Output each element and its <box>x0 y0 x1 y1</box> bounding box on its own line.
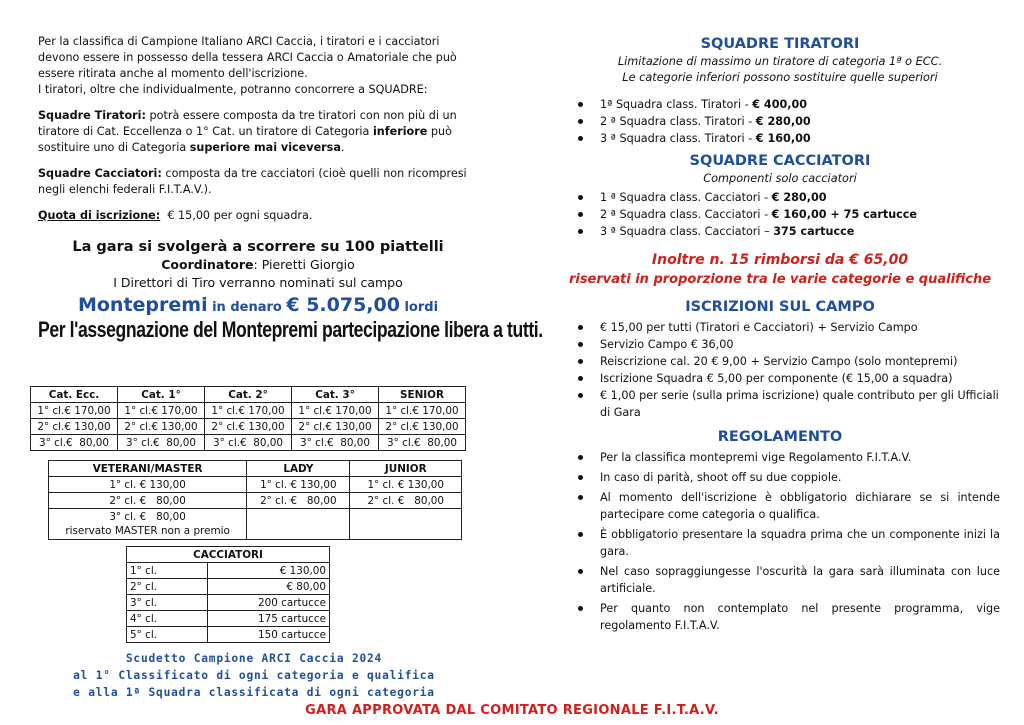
squadre-tiratori-paragraph <box>38 108 478 156</box>
list-item: € 15,00 per tutti (Tiratori e Cacciatori) + Servizio Campo <box>600 319 1000 336</box>
montepremi-end: lordi <box>399 300 439 315</box>
left-column <box>38 34 543 343</box>
montepremi-mid: in denaro <box>207 300 287 315</box>
header-cell: SENIOR <box>379 387 466 403</box>
header-cell: Cat. 1° <box>118 387 205 403</box>
table-row <box>127 579 330 595</box>
table-row <box>31 419 466 435</box>
table-cell: 3° cl.€ 80,00 <box>292 435 379 451</box>
scudetto-line: al 1° Classificato di ogni categoria e qualifica <box>73 669 435 682</box>
coordinatore-value: : Pieretti Giorgio <box>253 257 355 272</box>
list-item <box>600 130 1000 147</box>
list-item-amount: € 400,00 <box>752 98 808 111</box>
list-item: Nel caso sopraggiungesse l'oscurità la gara sarà illuminata con luce artificiale. <box>600 565 1000 595</box>
list-item: Reiscrizione cal. 20 € 9,00 + Servizio Campo (solo montepremi) <box>600 353 1000 370</box>
table-cell: 2° cl.€ 130,00 <box>292 419 379 435</box>
table-cell: 1° cl.€ 170,00 <box>31 403 118 419</box>
table-cell: 1° cl. € 130,00 <box>49 477 247 493</box>
table-cell: 150 cartucce <box>208 627 330 643</box>
montepremi-word: Montepremi <box>77 294 208 316</box>
squadre-tiratori-title: SQUADRE TIRATORI <box>700 36 860 52</box>
list-item-text: 3 ª Squadra class. Cacciatori – <box>600 225 774 238</box>
veterani-3-cl: 3° cl. € 80,00 <box>109 511 186 523</box>
list-item <box>600 206 1000 223</box>
table-row <box>127 627 330 643</box>
squadre-tiratori-text-3: . <box>340 141 345 154</box>
table-cell: 3° cl. <box>127 595 208 611</box>
categorie-header-row <box>31 387 466 403</box>
rimborsi-sub: riservati in proporzione tra le varie categorie e qualifiche <box>568 272 992 287</box>
right-column <box>560 34 1000 634</box>
squadre-cacciatori-list <box>560 189 1000 240</box>
header-cell: CACCIATORI <box>127 547 330 563</box>
list-item: Servizio Campo € 36,00 <box>600 336 1000 353</box>
table-cell: 5° cl. <box>127 627 208 643</box>
list-item-amount: € 160,00 <box>755 132 811 145</box>
list-item-text: 3 ª Squadra class. Tiratori - <box>600 132 756 145</box>
list-item: In caso di parità, shoot off su due coppiole. <box>600 469 1000 486</box>
table-row <box>49 493 462 509</box>
table-cell: 175 cartucce <box>208 611 330 627</box>
table-cell: 2° cl. € 80,00 <box>350 493 462 509</box>
header-cell: JUNIOR <box>350 461 462 477</box>
list-item-text: 2 ª Squadra class. Tiratori - <box>600 115 756 128</box>
squadre-cacciatori-label: Squadre Cacciatori: <box>38 167 162 180</box>
list-item-text: 1 ª Squadra class. Cacciatori - <box>600 191 772 204</box>
table-cell: 3° cl.€ 80,00 <box>379 435 466 451</box>
list-item-amount: € 280,00 <box>771 191 827 204</box>
intro-paragraph: Per la classifica di Campione Italiano ARCI Caccia, i tiratori e i cacciatori devono essere in possesso della tessera ARCI Caccia o Amatoriale che può essere ritirata anche al momento dell'iscrizione. <box>38 35 457 80</box>
table-cell: 3° cl.€ 80,00 <box>31 435 118 451</box>
regolamento-list <box>560 449 1000 634</box>
categorie-table <box>30 386 466 451</box>
header-cell: LADY <box>247 461 350 477</box>
intro-squadre: I tiratori, oltre che individualmente, potranno concorrere a SQUADRE: <box>38 83 428 96</box>
squadre-cacciatori-paragraph <box>38 166 478 198</box>
squadre-tiratori-sub-1: Limitazione di massimo un tiratore di categoria 1ª o ECC. <box>617 55 943 68</box>
table-row <box>49 509 462 540</box>
list-item: Per la classifica montepremi vige Regolamento F.I.T.A.V. <box>600 449 1000 466</box>
quota-label: Quota di iscrizione: <box>38 209 161 222</box>
rimborsi-heading: Inoltre n. 15 rimborsi da € 65,00 <box>651 252 909 268</box>
header-cell: Cat. Ecc. <box>31 387 118 403</box>
table-cell: 200 cartucce <box>208 595 330 611</box>
iscrizioni-title: ISCRIZIONI SUL CAMPO <box>685 299 875 315</box>
table-cell: 3° cl.€ 80,00 <box>118 435 205 451</box>
scudetto-line: e alla 1ª Squadra classificata di ogni categoria <box>73 686 435 699</box>
assegnazione-heading: Per l'assegnazione del Montepremi partecipazione libera a tutti. <box>38 317 543 342</box>
list-item-text: 2 ª Squadra class. Cacciatori - <box>600 208 772 221</box>
header-cell: Cat. 3° <box>292 387 379 403</box>
table-cell: 1° cl.€ 170,00 <box>292 403 379 419</box>
list-item: Iscrizione Squadra € 5,00 per componente (€ 15,00 a squadra) <box>600 370 1000 387</box>
table-row <box>31 403 466 419</box>
table-cell: 1° cl. € 130,00 <box>350 477 462 493</box>
list-item-amount: € 280,00 <box>755 115 811 128</box>
header-cell: Cat. 2° <box>205 387 292 403</box>
iscrizioni-list <box>560 319 1000 421</box>
veterani-lady-junior-table <box>48 460 462 540</box>
montepremi-heading <box>38 294 478 319</box>
squadre-cacciatori-text: composta da tre cacciatori (cioè quelli non ricompresi negli elenchi federali F.I.T.A.V.). <box>38 167 467 196</box>
list-item: Per quanto non contemplato nel presente programma, vige regolamento F.I.T.A.V. <box>600 602 1000 632</box>
table-cell: 2° cl.€ 130,00 <box>379 419 466 435</box>
footer-approval: GARA APPROVATA DAL COMITATO REGIONALE F.I.T.A.V. <box>305 703 719 718</box>
table-cell: 2° cl. <box>127 579 208 595</box>
list-item <box>600 189 1000 206</box>
table-cell: 4° cl. <box>127 611 208 627</box>
scudetto-block <box>36 650 472 701</box>
direttori-text: I Direttori di Tiro verranno nominati sul campo <box>113 275 403 290</box>
list-item-text: 1ª Squadra class. Tiratori - <box>600 98 753 111</box>
table-cell: € 130,00 <box>208 563 330 579</box>
table-cell: 2° cl. € 80,00 <box>247 493 350 509</box>
table-cell: 2° cl.€ 130,00 <box>31 419 118 435</box>
header-cell: VETERANI/MASTER <box>49 461 247 477</box>
table-cell: 2° cl. € 80,00 <box>49 493 247 509</box>
table-cell <box>350 509 462 540</box>
squadre-cacciatori-title: SQUADRE CACCIATORI <box>689 153 871 169</box>
list-item-amount: € 160,00 + 75 cartucce <box>771 208 918 221</box>
table-cell: 3° cl.€ 80,00 <box>205 435 292 451</box>
squadre-tiratori-bold-2: superiore mai viceversa <box>189 141 341 154</box>
coordinatore-label: Coordinatore <box>161 257 254 272</box>
table-cell: € 80,00 <box>208 579 330 595</box>
list-item: È obbligatorio presentare la squadra prima che un componente inizi la gara. <box>600 528 1000 558</box>
list-item <box>600 96 1000 113</box>
quota-iscrizione <box>38 208 478 224</box>
squadre-cacciatori-sub: Componenti solo cacciatori <box>703 172 857 185</box>
list-item <box>600 223 1000 240</box>
squadre-tiratori-text-1: potrà essere composta da tre tiratori con non più di un tiratore di Cat. Eccellenza o 1° Cat. un tiratore di Categoria <box>38 109 457 138</box>
list-item <box>600 113 1000 130</box>
cacciatori-table <box>126 546 330 643</box>
table-cell <box>247 509 350 540</box>
table-row <box>127 611 330 627</box>
squadre-tiratori-sub-2: Le categorie inferiori possono sostituire quelle superiori <box>622 71 938 84</box>
quota-value: € 15,00 per ogni squadra. <box>160 209 313 222</box>
regolamento-title: REGOLAMENTO <box>717 429 843 445</box>
table2-header-row <box>49 461 462 477</box>
table3-header-row <box>127 547 330 563</box>
master-note: riservato MASTER non a premio <box>65 525 230 537</box>
squadre-tiratori-list <box>560 96 1000 147</box>
table-row <box>127 563 330 579</box>
list-item-amount: 375 cartucce <box>773 225 855 238</box>
table-cell: 1° cl.€ 170,00 <box>118 403 205 419</box>
montepremi-amount: € 5.075,00 <box>286 294 400 316</box>
table-cell <box>49 509 247 540</box>
table-cell: 2° cl.€ 130,00 <box>118 419 205 435</box>
table-cell: 1° cl.€ 170,00 <box>379 403 466 419</box>
squadre-tiratori-label: Squadre Tiratori: <box>38 109 146 122</box>
table-cell: 1° cl. <box>127 563 208 579</box>
table-row <box>31 435 466 451</box>
table-cell: 2° cl.€ 130,00 <box>205 419 292 435</box>
table-row <box>49 477 462 493</box>
squadre-tiratori-bold-1: inferiore <box>372 125 428 138</box>
list-item: € 1,00 per serie (sulla prima iscrizione) quale contributo per gli Ufficiali di Gara <box>600 389 999 419</box>
scudetto-line: Scudetto Campione ARCI Caccia 2024 <box>125 652 383 665</box>
table-row <box>127 595 330 611</box>
table-cell: 1° cl.€ 170,00 <box>205 403 292 419</box>
table-cell: 1° cl. € 130,00 <box>247 477 350 493</box>
coordinatore <box>38 256 478 274</box>
list-item: Al momento dell'iscrizione è obbligatorio dichiarare se si intende partecipare come categoria o qualifica. <box>600 491 1000 521</box>
squadre-tiratori-text-2: può sostituire uno di Categoria <box>38 125 452 154</box>
gara-heading: La gara si svolgerà a scorrere su 100 piattelli <box>72 239 444 255</box>
